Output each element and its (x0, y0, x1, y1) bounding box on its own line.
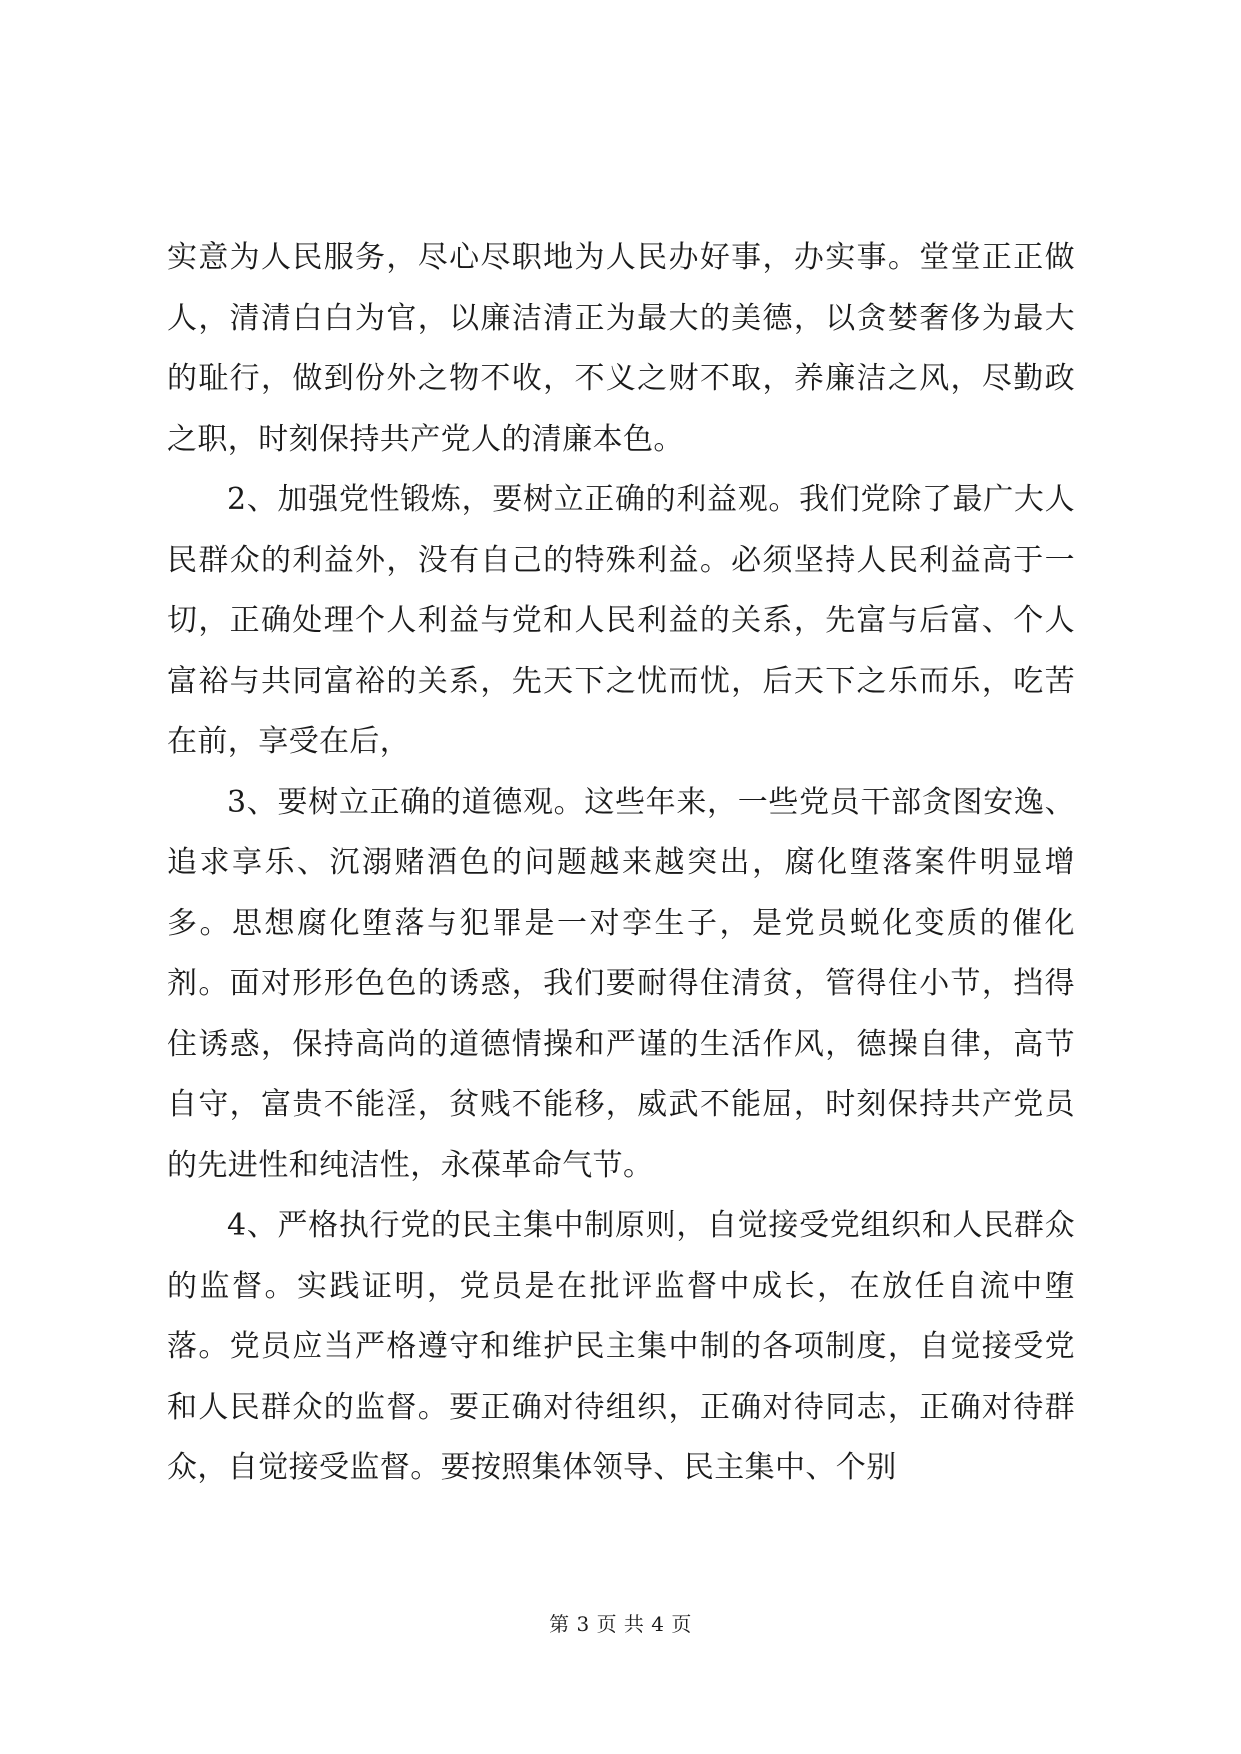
paragraph-moral-view: 3、要树立正确的道德观。这些年来，一些党员干部贪图安逸、追求享乐、沉溺赌酒色的问题越来越突出，腐化堕落案件明显增多。思想腐化堕落与犯罪是一对孪生子，是党员蜕化变质的催化剂。面对形形色色的诱惑，我们要耐得住清贫，管得住小节，挡得住诱惑，保持高尚的道德情操和严谨的生活作风，德操自律，高节自守，富贵不能淫，贫贱不能移，威武不能屈，时刻保持共产党员的先进性和纯洁性，永葆革命气节。 (167, 784, 1075, 1183)
document-body (167, 228, 1075, 1499)
paragraph-continuation: 实意为人民服务，尽心尽职地为人民办好事，办实事。堂堂正正做人，清清白白为官，以廉洁清正为最大的美德，以贪婪奢侈为最大的耻行，做到份外之物不收，不义之财不取，养廉洁之风，尽勤政之职，时刻保持共产党人的清廉本色。 (167, 240, 1075, 457)
paragraph-interest-view: 2、加强党性锻炼，要树立正确的利益观。我们党除了最广大人民群众的利益外，没有自己的特殊利益。必须坚持人民利益高于一切，正确处理个人利益与党和人民利益的关系，先富与后富、个人富裕与共同富裕的关系，先天下之忧而忧，后天下之乐而乐，吃苦在前，享受在后， (167, 482, 1075, 759)
paragraph-democratic-centralism: 4、严格执行党的民主集中制原则，自觉接受党组织和人民群众的监督。实践证明，党员是在批评监督中成长，在放任自流中堕落。党员应当严格遵守和维护民主集中制的各项制度，自觉接受党和人民群众的监督。要正确对待组织，正确对待同志，正确对待群众，自觉接受监督。要按照集体领导、民主集中、个别 (167, 1208, 1075, 1485)
page-number-footer: 第 3 页 共 4 页 (549, 1612, 692, 1636)
